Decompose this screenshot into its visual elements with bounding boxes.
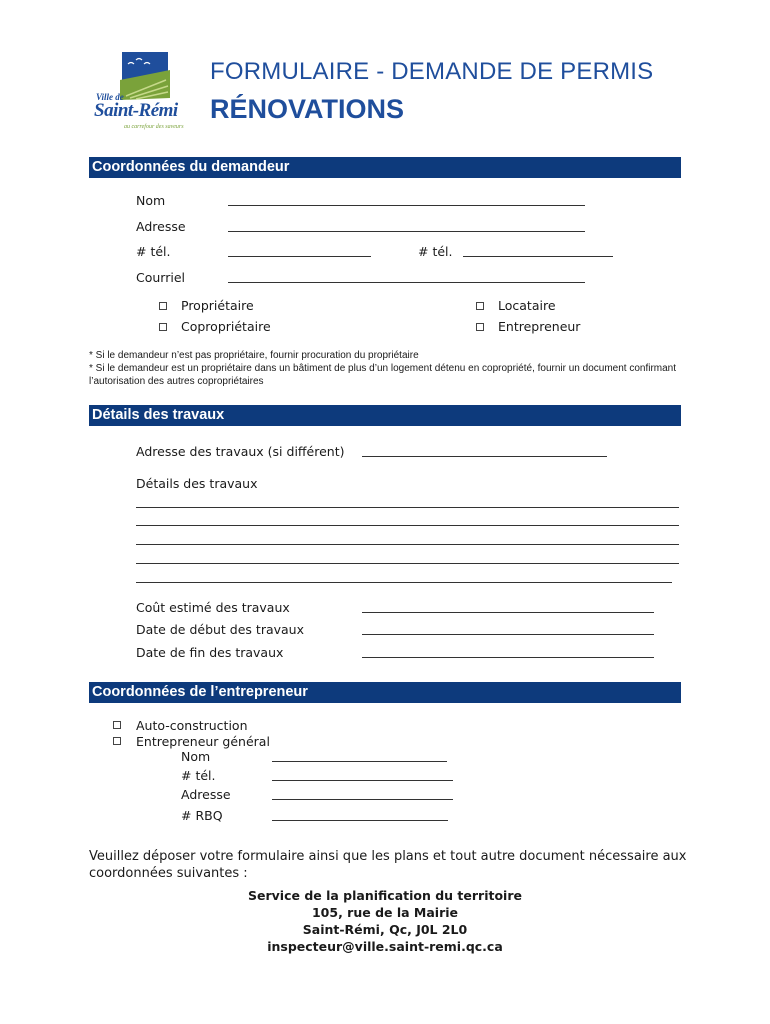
- adresse-travaux-label: Adresse des travaux (si différent): [136, 444, 345, 459]
- service-name: Service de la planification du territoire: [248, 888, 522, 903]
- proprietaire-label: Propriétaire: [181, 298, 254, 313]
- entr-rbq-field[interactable]: [272, 820, 448, 821]
- details-label: Détails des travaux: [136, 476, 258, 491]
- cout-field[interactable]: [362, 612, 654, 613]
- debut-field[interactable]: [362, 634, 654, 635]
- tel-label: # tél.: [136, 244, 171, 259]
- locataire-checkbox[interactable]: [476, 302, 484, 310]
- nom-field[interactable]: [228, 205, 585, 206]
- tel-field[interactable]: [228, 256, 371, 257]
- entr-nom-field[interactable]: [272, 761, 447, 762]
- tel2-label: # tél.: [418, 244, 453, 259]
- form-subtitle: RÉNOVATIONS: [210, 94, 405, 124]
- entrepreneur-label: Entrepreneur: [498, 319, 581, 334]
- entr-tel-field[interactable]: [272, 780, 453, 781]
- cout-label: Coût estimé des travaux: [136, 600, 290, 615]
- tel2-field[interactable]: [463, 256, 613, 257]
- auto-construction-label: Auto-construction: [136, 718, 248, 733]
- entrepreneur-general-checkbox[interactable]: [113, 737, 121, 745]
- entrepreneur-checkbox[interactable]: [476, 323, 484, 331]
- logo-tagline: au carrefour des saveurs: [124, 124, 184, 130]
- note-copropriete: * Si le demandeur est un propriétaire dans un bâtiment de plus d’un logement détenu en copropriété, fournir un document confirmant l’autorisation des autres copropriétaires: [89, 363, 677, 387]
- details-line-3[interactable]: [136, 544, 679, 545]
- logo-line2: Saint-Rémi: [94, 100, 178, 121]
- coproprietaire-checkbox[interactable]: [159, 323, 167, 331]
- adresse-travaux-field[interactable]: [362, 456, 607, 457]
- proprietaire-checkbox[interactable]: [159, 302, 167, 310]
- section-demandeur-heading: Coordonnées du demandeur: [89, 157, 681, 178]
- locataire-label: Locataire: [498, 298, 556, 313]
- details-line-1[interactable]: [136, 507, 679, 508]
- fin-field[interactable]: [362, 657, 654, 658]
- entr-nom-label: Nom: [181, 749, 211, 764]
- courriel-label: Courriel: [136, 270, 185, 285]
- service-address: 105, rue de la Mairie: [311, 905, 459, 920]
- form-title: FORMULAIRE - DEMANDE DE PERMIS: [210, 58, 654, 85]
- adresse-label: Adresse: [136, 219, 186, 234]
- city-logo: [92, 50, 202, 136]
- debut-label: Date de début des travaux: [136, 622, 304, 637]
- entr-adresse-label: Adresse: [181, 787, 231, 802]
- details-line-5[interactable]: [136, 582, 672, 583]
- entr-adresse-field[interactable]: [272, 799, 453, 800]
- section-entrepreneur-heading: Coordonnées de l’entrepreneur: [89, 682, 681, 703]
- note-procuration: * Si le demandeur n’est pas propriétaire, fournir procuration du propriétaire: [89, 350, 419, 361]
- logo-line1: Ville de: [96, 92, 124, 102]
- entr-rbq-label: # RBQ: [181, 808, 223, 823]
- adresse-field[interactable]: [228, 231, 585, 232]
- nom-label: Nom: [136, 193, 166, 208]
- submission-instructions: Veuillez déposer votre formulaire ainsi que les plans et tout autre document nécessaire aux coordonnées suivantes :: [89, 849, 687, 881]
- courriel-field[interactable]: [228, 282, 585, 283]
- coproprietaire-label: Copropriétaire: [181, 319, 271, 334]
- entr-tel-label: # tél.: [181, 768, 216, 783]
- service-city: Saint-Rémi, Qc, J0L 2L0: [302, 922, 468, 937]
- section-travaux-heading: Détails des travaux: [89, 405, 681, 426]
- service-email[interactable]: inspecteur@ville.saint-remi.qc.ca: [267, 939, 503, 954]
- details-line-2[interactable]: [136, 525, 679, 526]
- auto-construction-checkbox[interactable]: [113, 721, 121, 729]
- entrepreneur-general-label: Entrepreneur général: [136, 734, 270, 749]
- details-line-4[interactable]: [136, 563, 679, 564]
- fin-label: Date de fin des travaux: [136, 645, 284, 660]
